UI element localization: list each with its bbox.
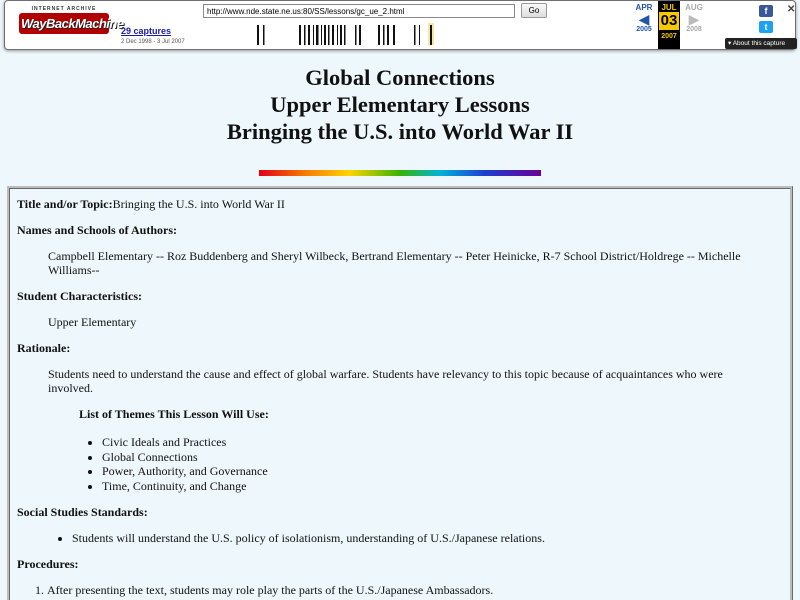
prev-year: 2005 [636,26,652,33]
list-item: • Power, Authority, and Governance [102,464,784,479]
twitter-icon[interactable]: t [759,21,773,33]
characteristics-text: Upper Elementary [48,315,137,329]
list-item: 1. After presenting the text, students may role play the parts of the U.S./Japanese Ambassadors. [47,583,784,597]
prev-capture-nav[interactable] [631,1,657,49]
authors-heading: Names and Schools of Authors: [17,223,178,237]
next-arrow-icon[interactable]: ▶ [688,11,700,27]
prev-month: APR [635,3,653,12]
close-icon[interactable]: ✕ [787,4,796,15]
characteristics-heading: Student Characteristics: [17,289,142,303]
internet-archive-label: INTERNET ARCHIVE [31,6,97,12]
themes-heading: List of Themes This Lesson Will Use: [79,407,269,421]
wayback-toolbar [4,0,796,50]
list-item: • Global Connections [102,450,784,465]
rationale-text: Students need to understand the cause and effect of global warfare. Students have relevancy to this topic because of acquaintances who were involved. [48,367,723,395]
about-capture-button[interactable]: ▾ About this capture [725,38,797,49]
authors-text: Campbell Elementary -- Roz Buddenberg and Sheryl Wilbeck, Bertrand Elementary -- Peter Heinicke, R-7 School District/Holdrege -- Michelle Williams-- [48,249,741,277]
standards-list [17,531,784,545]
current-month: JUL [661,3,677,12]
capture-date-range: 2 Dec 1998 - 3 Jul 2007 [121,39,185,45]
about-capture-label: About this capture [732,40,786,47]
lesson-content [7,186,793,600]
capture-sparkline[interactable] [203,21,621,47]
prev-arrow-icon[interactable]: ◀ [638,11,650,27]
captures-link[interactable]: 29 captures [121,26,172,36]
topic-value: Bringing the U.S. into World War II [112,197,285,211]
facebook-icon[interactable]: f [759,5,773,17]
go-button[interactable]: Go [521,3,547,18]
url-input[interactable] [203,4,515,18]
current-year: 2007 [661,33,677,40]
page-title-line-3: Bringing the U.S. into World War II [226,119,574,144]
procedures-heading: Procedures: [17,557,79,571]
current-day: 03 [660,12,678,29]
rationale-heading: Rationale: [17,341,71,355]
list-item: • Students will understand the U.S. policy of isolationism, understanding of U.S./Japanese relations. [72,531,784,545]
wayback-machine-wordmark: WayBackMachine [19,13,109,34]
next-month: AUG [685,3,703,12]
themes-list [17,435,784,493]
next-capture-nav[interactable] [681,1,707,49]
list-item: • Civic Ideals and Practices [102,435,784,450]
current-capture-date [658,1,680,49]
wayback-logo[interactable] [19,6,124,44]
list-item: • Time, Continuity, and Change [102,479,784,494]
topic-row [17,197,784,211]
procedures-list [17,583,784,597]
topic-label: Title and/or Topic: [17,197,113,211]
page-title-line-2: Upper Elementary Lessons [270,92,530,117]
next-year: 2008 [686,26,702,33]
standards-heading: Social Studies Standards: [17,505,148,519]
page-title [0,64,800,145]
page-title-line-1: Global Connections [305,65,495,90]
rainbow-divider [259,170,541,176]
